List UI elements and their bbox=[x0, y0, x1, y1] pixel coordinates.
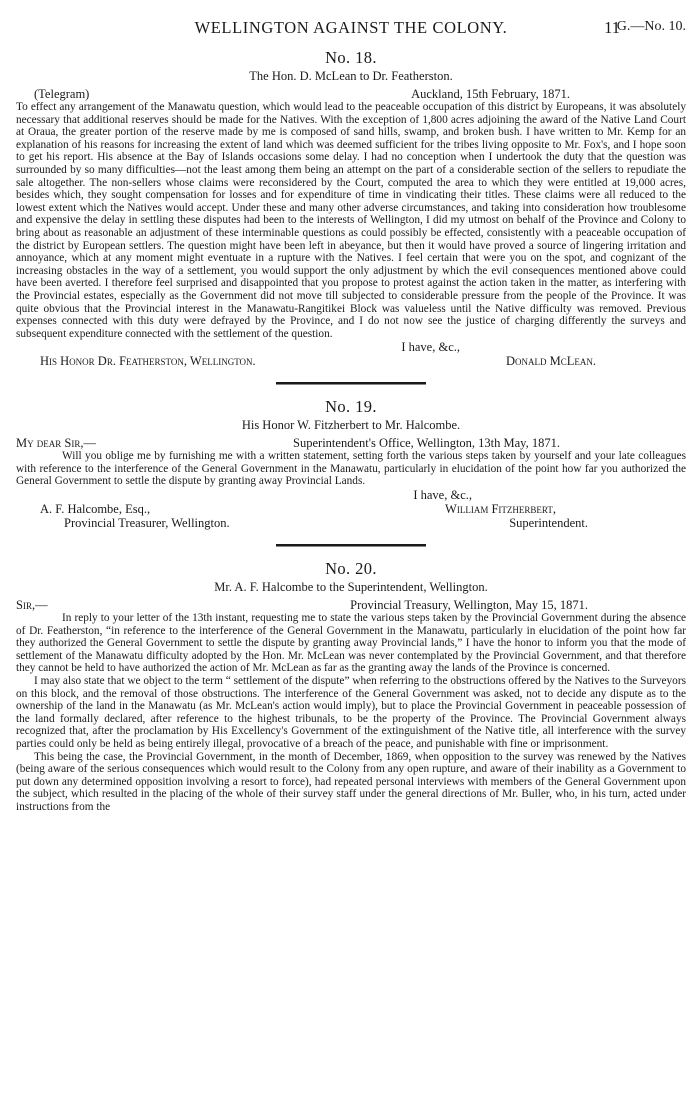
paragraph: I may also state that we object to the term “ settlement of the dispute” when referring to the obstructions offered by the Natives to the Surveyors on this block, and the removal of those obstructions. The interference of the General Government was asked, not to decide any dispute as to the ownership of the land in the Manawatu (as Mr. McLean's action would imply), but to place the Provincial Government in peaceable possession of the land formally declared, after reference to the highest tribunals, to be the property of the Province. The Provincial Government always recognized that, after the proclamation by His Excellency's Government of the extinguishment of the Native title, all interference with the survey parties could only be held as being entirely illegal, provocative of a breach of the peace, and punishable with fine or imprisonment. bbox=[16, 675, 686, 750]
letter-from-to: Mr. A. F. Halcombe to the Superintendent, Wellington. bbox=[214, 580, 488, 595]
letter-no-20 bbox=[16, 559, 686, 814]
place-date: Superintendent's Office, Wellington, 13th May, 1871. bbox=[293, 436, 560, 451]
salutation: Sir,— bbox=[16, 598, 48, 613]
letter-meta bbox=[16, 598, 686, 612]
addressee-title: Provincial Treasurer, Wellington. bbox=[64, 516, 230, 531]
letter-from-to: His Honor W. Fitzherbert to Mr. Halcombe. bbox=[241, 418, 461, 433]
page-number: 11 bbox=[604, 18, 620, 37]
letter-body: Will you oblige me by furnishing me with a written statement, setting forth the various steps taken by yourself and your late colleagues with reference to the interference of the General Government in the Manawatu, particularly in elucidation of the point how far you authorized the General Government to settle the dispute by granting away Provincial Lands. bbox=[16, 450, 686, 488]
address-title-row bbox=[16, 516, 686, 530]
signature: William Fitzherbert, bbox=[445, 502, 556, 517]
paragraph: In reply to your letter of the 13th instant, requesting me to state the various steps taken by the Provincial Government during the absence of Dr. Featherston, “in reference to the interference of the General Government in the Manawatu, particularly in elucidation of the point how far they authorized the General Government to settle the dispute by granting away Provincial lands,” I have the honor to inform you that the mode of settlement of the Manawatu difficulty adopted by the Hon. Mr. McLean was never contemplated by the Provincial Government, and that therefore they cannot be held to have authorized the action of Mr. McLean as far as the granting away the lands of the Province is concerned. bbox=[16, 612, 686, 675]
addressee: His Honor Dr. Featherston, Wellington. bbox=[40, 354, 256, 369]
address-signature-row bbox=[16, 502, 686, 516]
document-page bbox=[16, 18, 686, 814]
running-title: WELLINGTON AGAINST THE COLONY. bbox=[194, 18, 508, 37]
section-divider bbox=[276, 544, 426, 547]
letter-number: No. 18. bbox=[325, 48, 377, 67]
letter-number: No. 19. bbox=[325, 397, 377, 417]
place-date: Auckland, 15th February, 1871. bbox=[411, 87, 570, 101]
closing-formula: I have, &c., bbox=[401, 340, 460, 355]
page-header bbox=[16, 18, 686, 42]
telegram-label: (Telegram) bbox=[34, 87, 90, 101]
address-signature-row bbox=[16, 354, 686, 368]
paragraph: This being the case, the Provincial Government, in the month of December, 1869, when opposition to the survey was renewed by the Natives (being aware of the serious consequences which would result to the Colony from any open rupture, and aware of their inability as a Government to put down any determined opposition involving a resort to force), had repeated personal interviews with members of the General Government upon the subject, which resulted in the placing of the whole of their survey staff under the general directions of Mr. Buller, who, in his turn, acted under instructions from the bbox=[16, 750, 686, 813]
salutation: My dear Sir,— bbox=[16, 436, 96, 451]
signature-title: Superintendent. bbox=[509, 516, 588, 531]
letter-no-19 bbox=[16, 397, 686, 530]
document-reference: G.—No. 10. bbox=[616, 19, 686, 34]
letter-number: No. 20. bbox=[325, 559, 377, 579]
letter-meta bbox=[16, 87, 686, 101]
letter-body: To effect any arrangement of the Manawatu question, which would lead to the peaceable occupation of this district by Europeans, it was absolutely necessary that additional reserves should be made for the Natives. With the exception of 1,800 acres adjoining the award of the Native Land Court at Oraua, the greater portion of the reserve made by me is composed of sand hills, swamp, and broken bush. I have written to Mr. Kemp for an explanation of his reasons for increasing the extent of land which was deemed sufficient for the tribes living opposite to Mr. Fox's, and I hope soon to get his report. His absence at the Bay of Islands occasions some delay. I had no conception when I undertook the duty that the question was surrounded by so many difficulties—not the least among them being an attempt on the part of a considerable section of the sellers to repudiate the sale altogether. The non-sellers whose claims were reconsidered by the Court, computed the area to which they were entitled at 19,000 acres, besides which, they sought compensation for losses and for expenditure of time in vindicating their titles. These claims were all reduced to the lowest extent which the Natives would accept. Under these and many other adverse circumstances, and taking into consideration how troublesome and expensive the delay in settling these disputes had been to the interests of Wellington, I did my utmost on behalf of the Province and Colony to bring about as reasonable an adjustment of these interminable questions as could possibly be effected, consistently with a peaceable occupation of the district by European settlers. The question might have been left in abeyance, but then it would have proved a source of lingering irritation and annoyance, which at any moment might eventuate in a rupture with the Natives. I feel certain that were you on the spot, and cognizant of the increasing obstacles in the way of a settlement, you would support the only adjustment by which the evil consequences mentioned above could have been averted. I therefore feel surprised and disappointed that you propose to protest against the action taken in the matter, as interfering with the Provincial estates, especially as the Government did not move till subjected to considerable pressure from the people of the Province. It was quite obvious that the Provincial interest in the Manawatu-Rangitikei Block was valueless until the Native difficulty was removed. Previous expenses connected with this duty were defrayed by the Province, and I do not now see the justice of charging differently the surveys and subsequent expenditure connected with the settlement of the question. bbox=[16, 101, 686, 340]
closing-formula: I have, &c., bbox=[413, 488, 472, 503]
closing-block bbox=[16, 340, 686, 354]
letter-no-18 bbox=[16, 48, 686, 368]
section-divider bbox=[276, 382, 426, 385]
place-date: Provincial Treasury, Wellington, May 15, 1871. bbox=[350, 598, 588, 613]
closing-block bbox=[16, 488, 686, 502]
letter-from-to: The Hon. D. McLean to Dr. Featherston. bbox=[249, 69, 453, 83]
addressee-name: A. F. Halcombe, Esq., bbox=[40, 502, 151, 517]
signature: Donald McLean. bbox=[505, 354, 596, 369]
letter-meta bbox=[16, 436, 686, 450]
